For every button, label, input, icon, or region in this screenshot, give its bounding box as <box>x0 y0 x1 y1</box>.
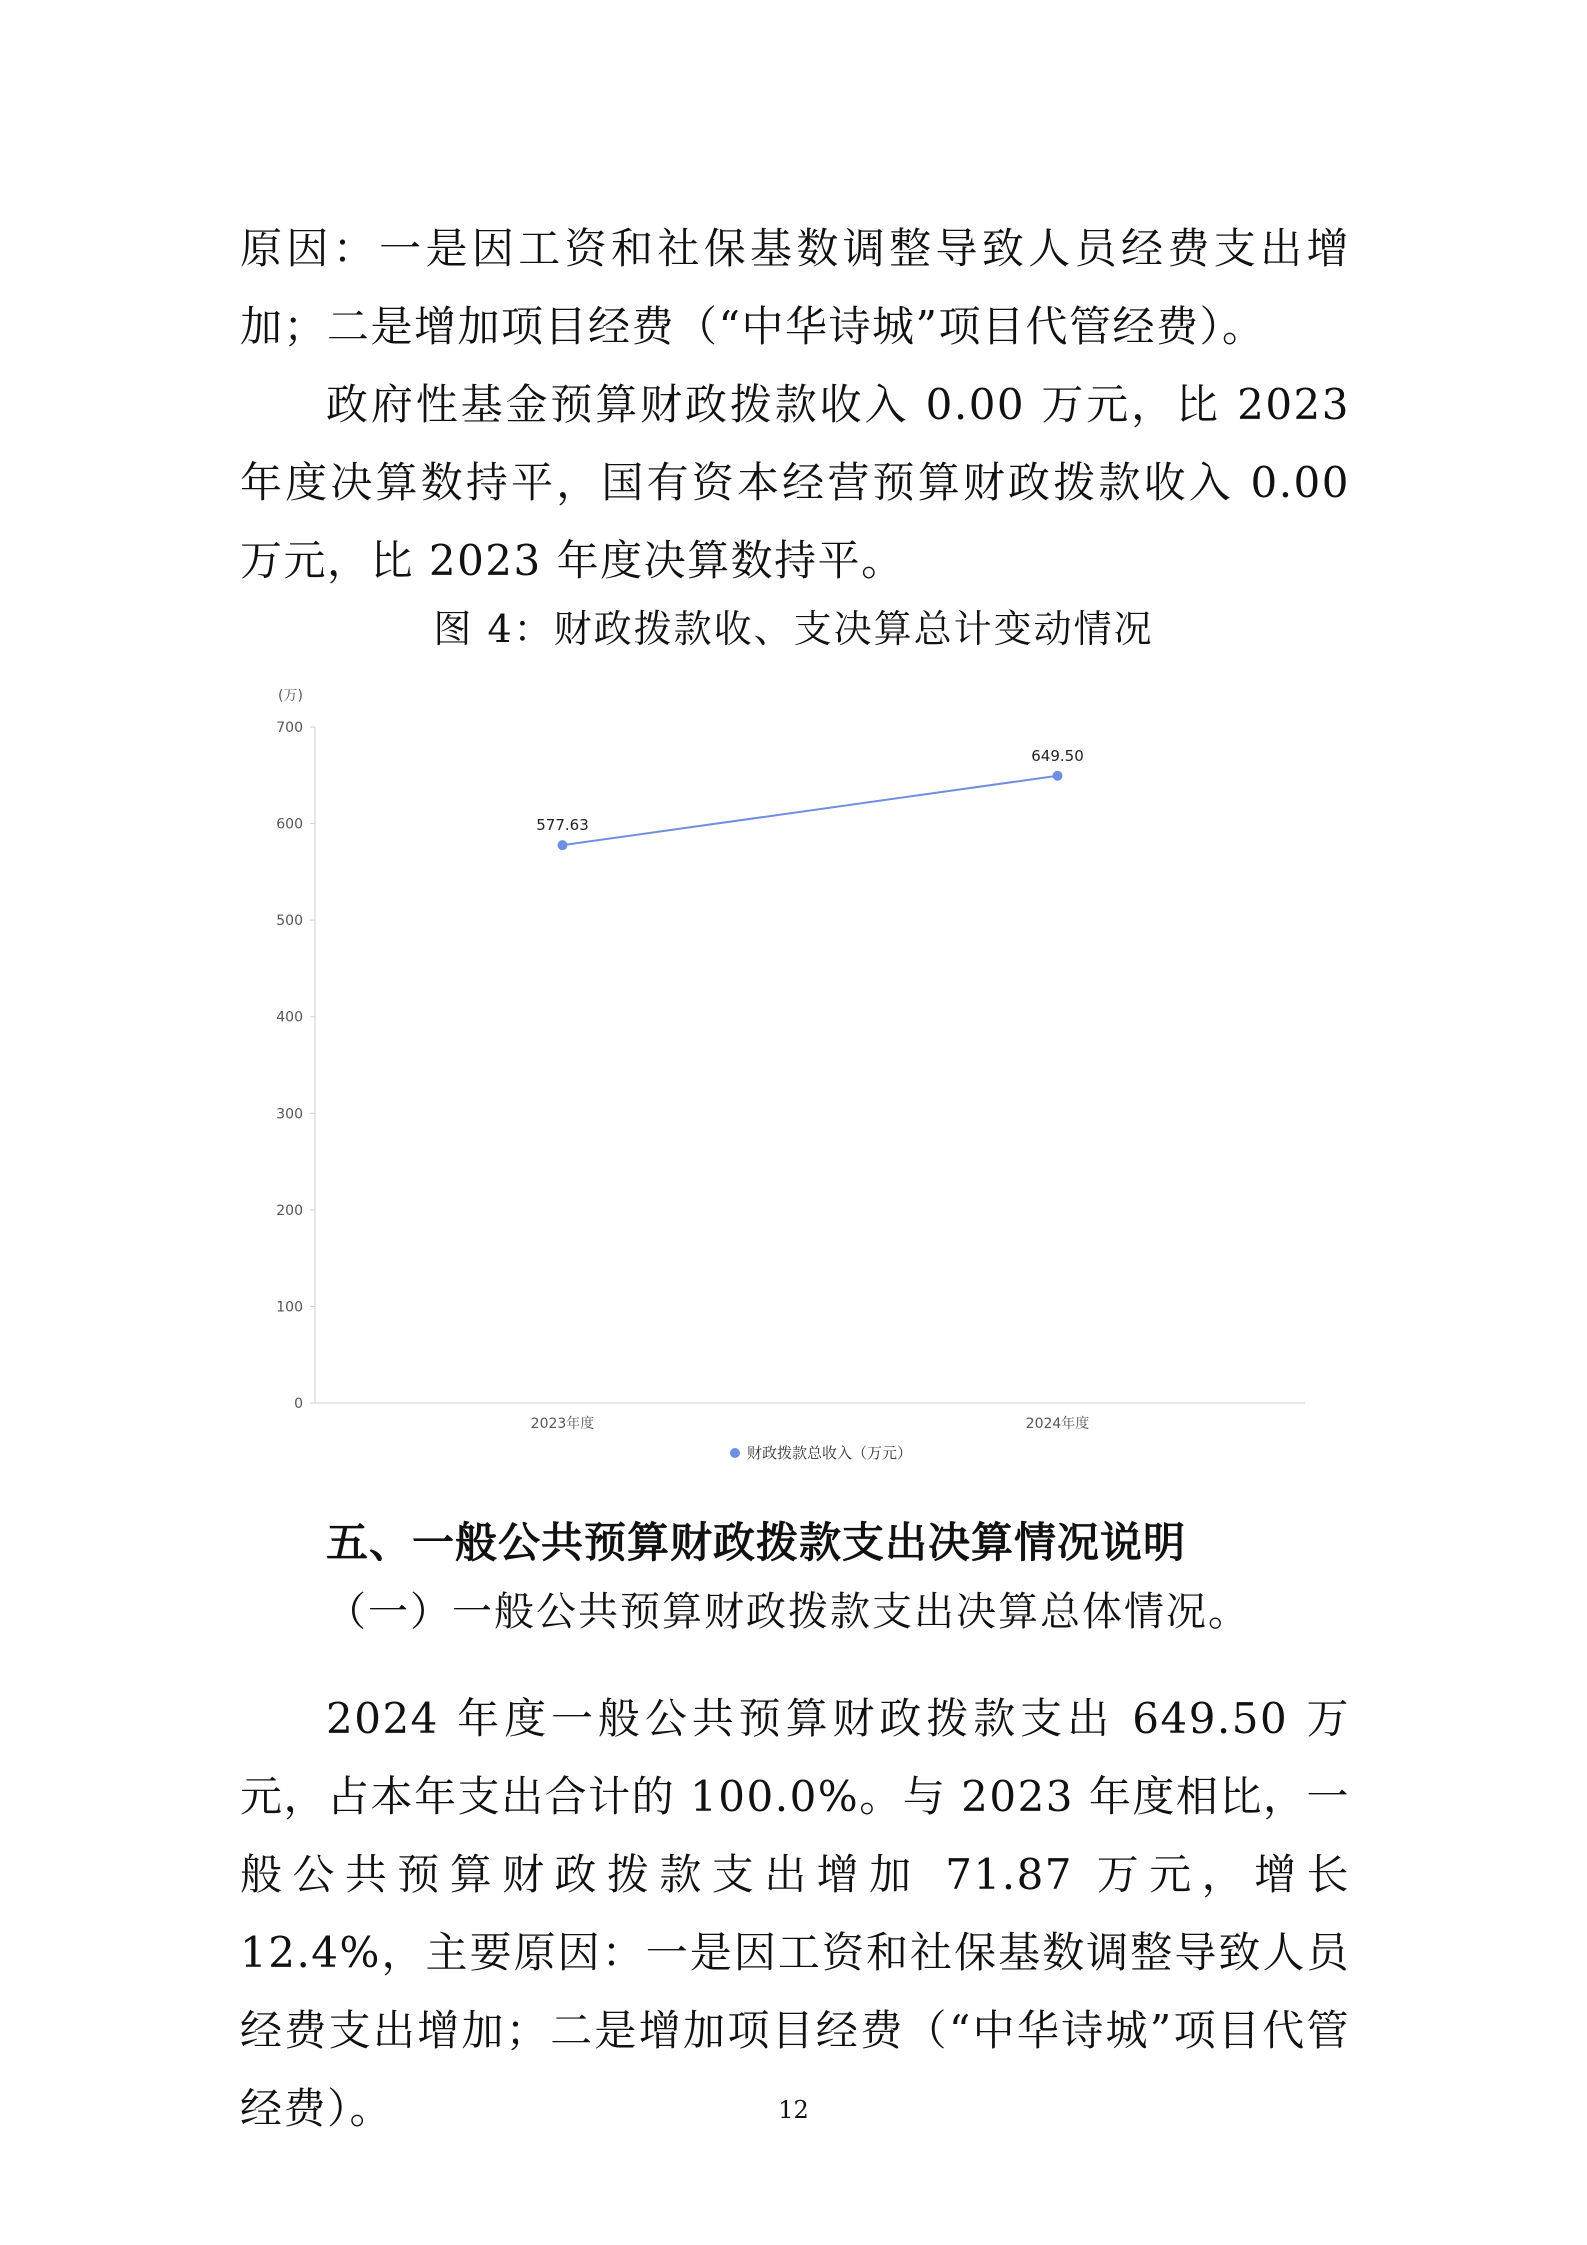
paragraph-fund-budget: 政府性基金预算财政拨款收入 0.00 万元，比 2023 年度决算数持平，国有资本经营预算财政拨款收入 0.00 万元，比 2023 年度决算数持平。 <box>240 380 1350 585</box>
y-axis-unit-label: (万) <box>278 688 303 704</box>
series-line <box>563 776 1058 845</box>
chart-series <box>536 747 1084 850</box>
line-chart <box>240 670 1350 1480</box>
y-tick-label: 200 <box>276 1202 303 1219</box>
section-heading: 五、一般公共预算财政拨款支出决算情况说明 <box>326 1518 1187 1567</box>
paragraph-reason: 原因：一是因工资和社保基数调整导致人员经费支出增加；二是增加项目经费（“中华诗城”项目代管经费）。 <box>240 224 1350 351</box>
data-label: 577.63 <box>536 816 589 835</box>
legend-marker <box>730 1448 740 1458</box>
chart-legend <box>730 1444 912 1462</box>
data-point <box>558 840 568 850</box>
legend-label: 财政拨款总收入（万元） <box>747 1444 913 1462</box>
data-label: 649.50 <box>1031 746 1084 765</box>
y-tick-label: 300 <box>276 1106 303 1123</box>
y-tick-label: 0 <box>294 1396 303 1412</box>
x-axis <box>315 1403 1305 1432</box>
x-tick-label: 2023年度 <box>530 1416 595 1432</box>
y-tick-label: 600 <box>276 816 303 833</box>
y-tick-label: 400 <box>276 1009 303 1026</box>
y-tick-label: 100 <box>276 1299 303 1316</box>
section-subheading: （一）一般公共预算财政拨款支出决算总体情况。 <box>326 1589 1250 1635</box>
x-tick-label: 2024年度 <box>1025 1416 1090 1432</box>
y-axis <box>276 688 315 1412</box>
paragraph-expenditure: 2024 年度一般公共预算财政拨款支出 649.50 万元，占本年支出合计的 100.0%。与 2023 年度相比，一般公共预算财政拨款支出增加 71.87 万元，增长 12.4%，主要原因：一是因工资和社保基数调整导致人员经费支出增加；二是增加项目经费（“中华诗城”项目代管经费）。 <box>240 1694 1350 2133</box>
data-point <box>1053 771 1063 781</box>
figure-caption: 图 4：财政拨款收、支决算总计变动情况 <box>433 607 1154 651</box>
y-tick-label: 700 <box>276 720 303 736</box>
y-tick-label: 500 <box>276 913 303 930</box>
page-number: 12 <box>778 2096 809 2124</box>
